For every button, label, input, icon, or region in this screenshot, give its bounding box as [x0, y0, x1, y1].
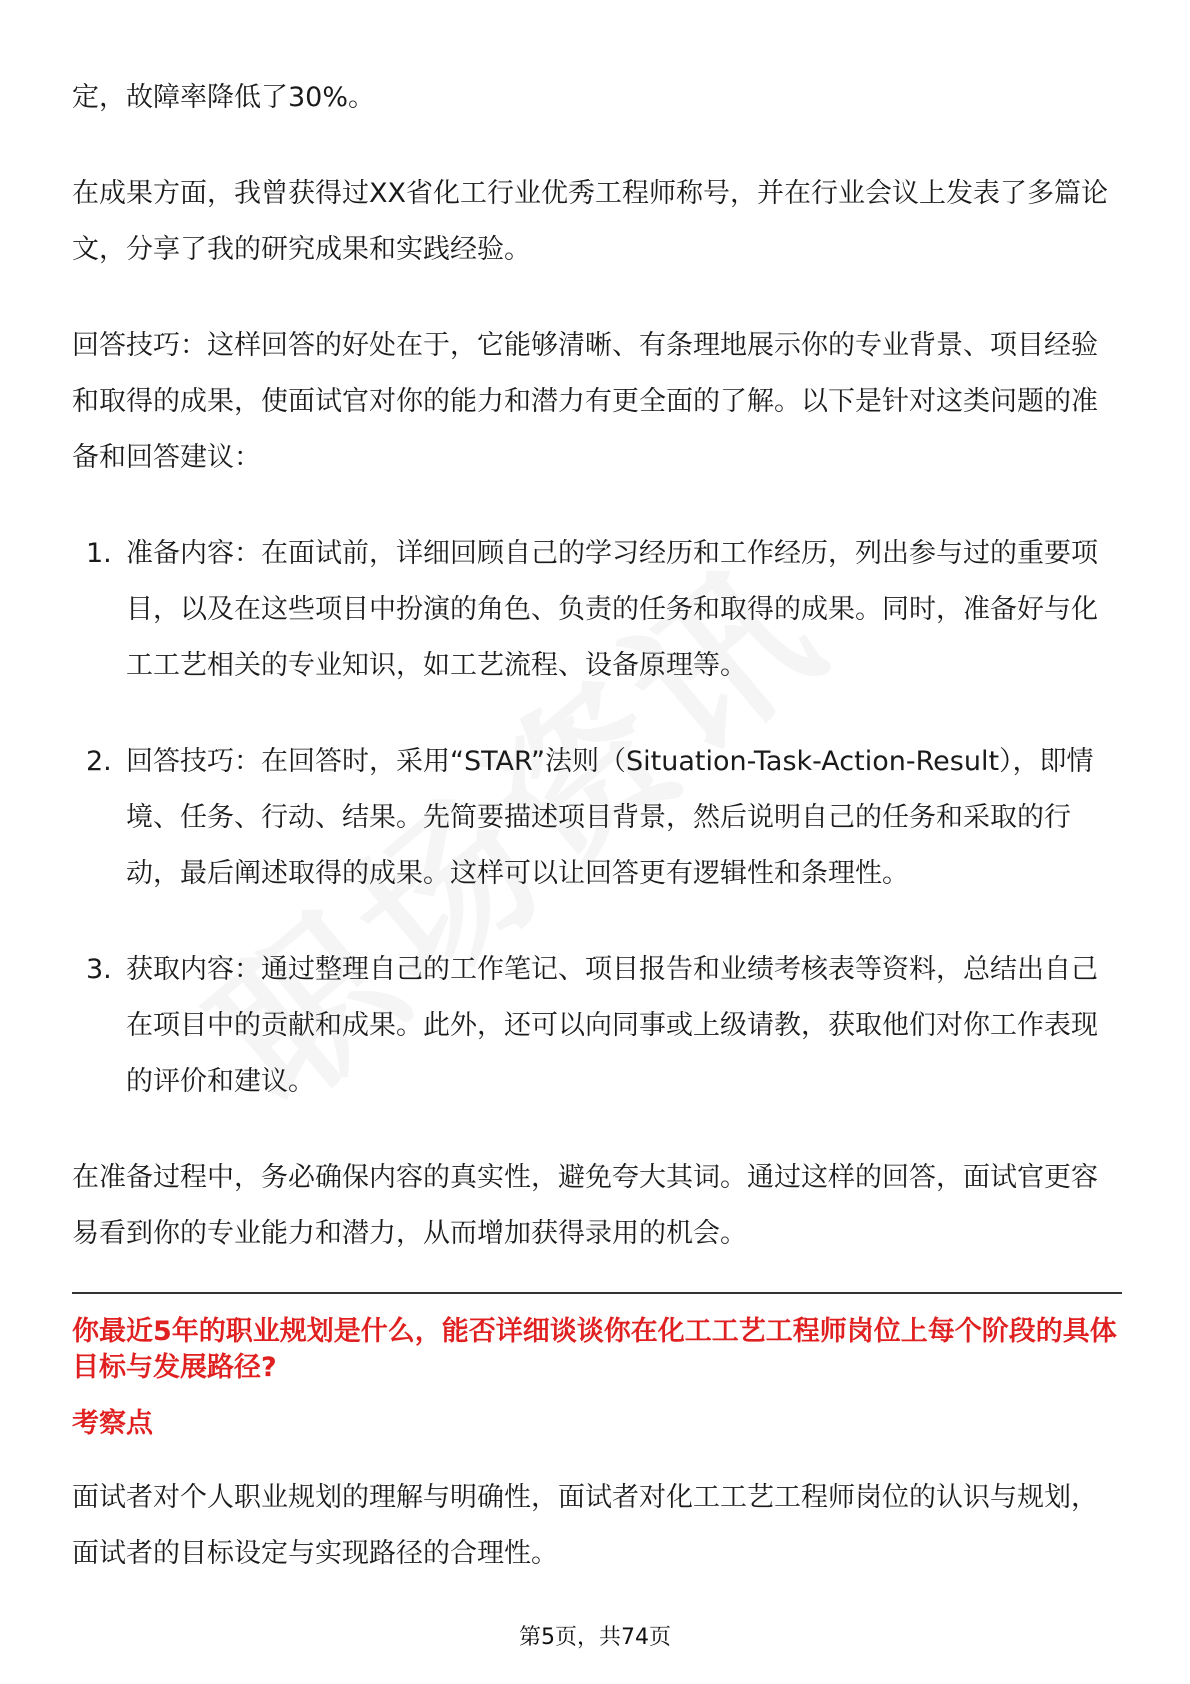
list-item-number: 2.	[86, 746, 112, 777]
list-item	[72, 942, 1122, 1110]
paragraph-answer-tips: 回答技巧：这样回答的好处在于，它能够清晰、有条理地展示你的专业背景、项目经验和取得的成果，使面试官对你的能力和潜力有更全面的了解。以下是针对这类问题的准备和回答建议：	[72, 330, 1098, 473]
list-item	[72, 734, 1122, 902]
list-item-text: 回答技巧：在回答时，采用“STAR”法则（Situation-Task-Action-Result），即情境、任务、行动、结果。先简要描述项目背景，然后说明自己的任务和采取的行动，最后阐述取得的成果。这样可以让回答更有逻辑性和条理性。	[126, 746, 1094, 889]
page-number-footer: 第5页，共74页	[519, 1625, 671, 1650]
paragraph-achievements: 在成果方面，我曾获得过XX省化工行业优秀工程师称号，并在行业会议上发表了多篇论文，分享了我的研究成果和实践经验。	[72, 178, 1108, 265]
paragraph-conclusion: 在准备过程中，务必确保内容的真实性，避免夸大其词。通过这样的回答，面试官更容易看到你的专业能力和潜力，从而增加获得录用的机会。	[72, 1162, 1098, 1249]
paragraph-continuation: 定，故障率降低了30%。	[72, 82, 376, 113]
list-item-number: 3.	[86, 954, 112, 985]
assessment-point-paragraph: 面试者对个人职业规划的理解与明确性，面试者对化工工艺工程师岗位的认识与规划，面试者的目标设定与实现路径的合理性。	[72, 1482, 1098, 1569]
assessment-point-heading: 考察点	[72, 1408, 153, 1439]
list-item-number: 1.	[86, 538, 112, 569]
list-item-text: 准备内容：在面试前，详细回顾自己的学习经历和工作经历，列出参与过的重要项目，以及在这些项目中扮演的角色、负责的任务和取得的成果。同时，准备好与化工工艺相关的专业知识，如工艺流程、设备原理等。	[126, 538, 1098, 681]
advice-list	[72, 526, 1122, 1110]
section-divider	[72, 1292, 1122, 1294]
interview-question-heading: 你最近5年的职业规划是什么，能否详细谈谈你在化工工艺工程师岗位上每个阶段的具体目标与发展路径?	[72, 1316, 1117, 1383]
list-item	[72, 526, 1122, 694]
list-item-text: 获取内容：通过整理自己的工作笔记、项目报告和业绩考核表等资料，总结出自己在项目中的贡献和成果。此外，还可以向同事或上级请教，获取他们对你工作表现的评价和建议。	[126, 954, 1098, 1097]
page-content	[72, 70, 1122, 1622]
